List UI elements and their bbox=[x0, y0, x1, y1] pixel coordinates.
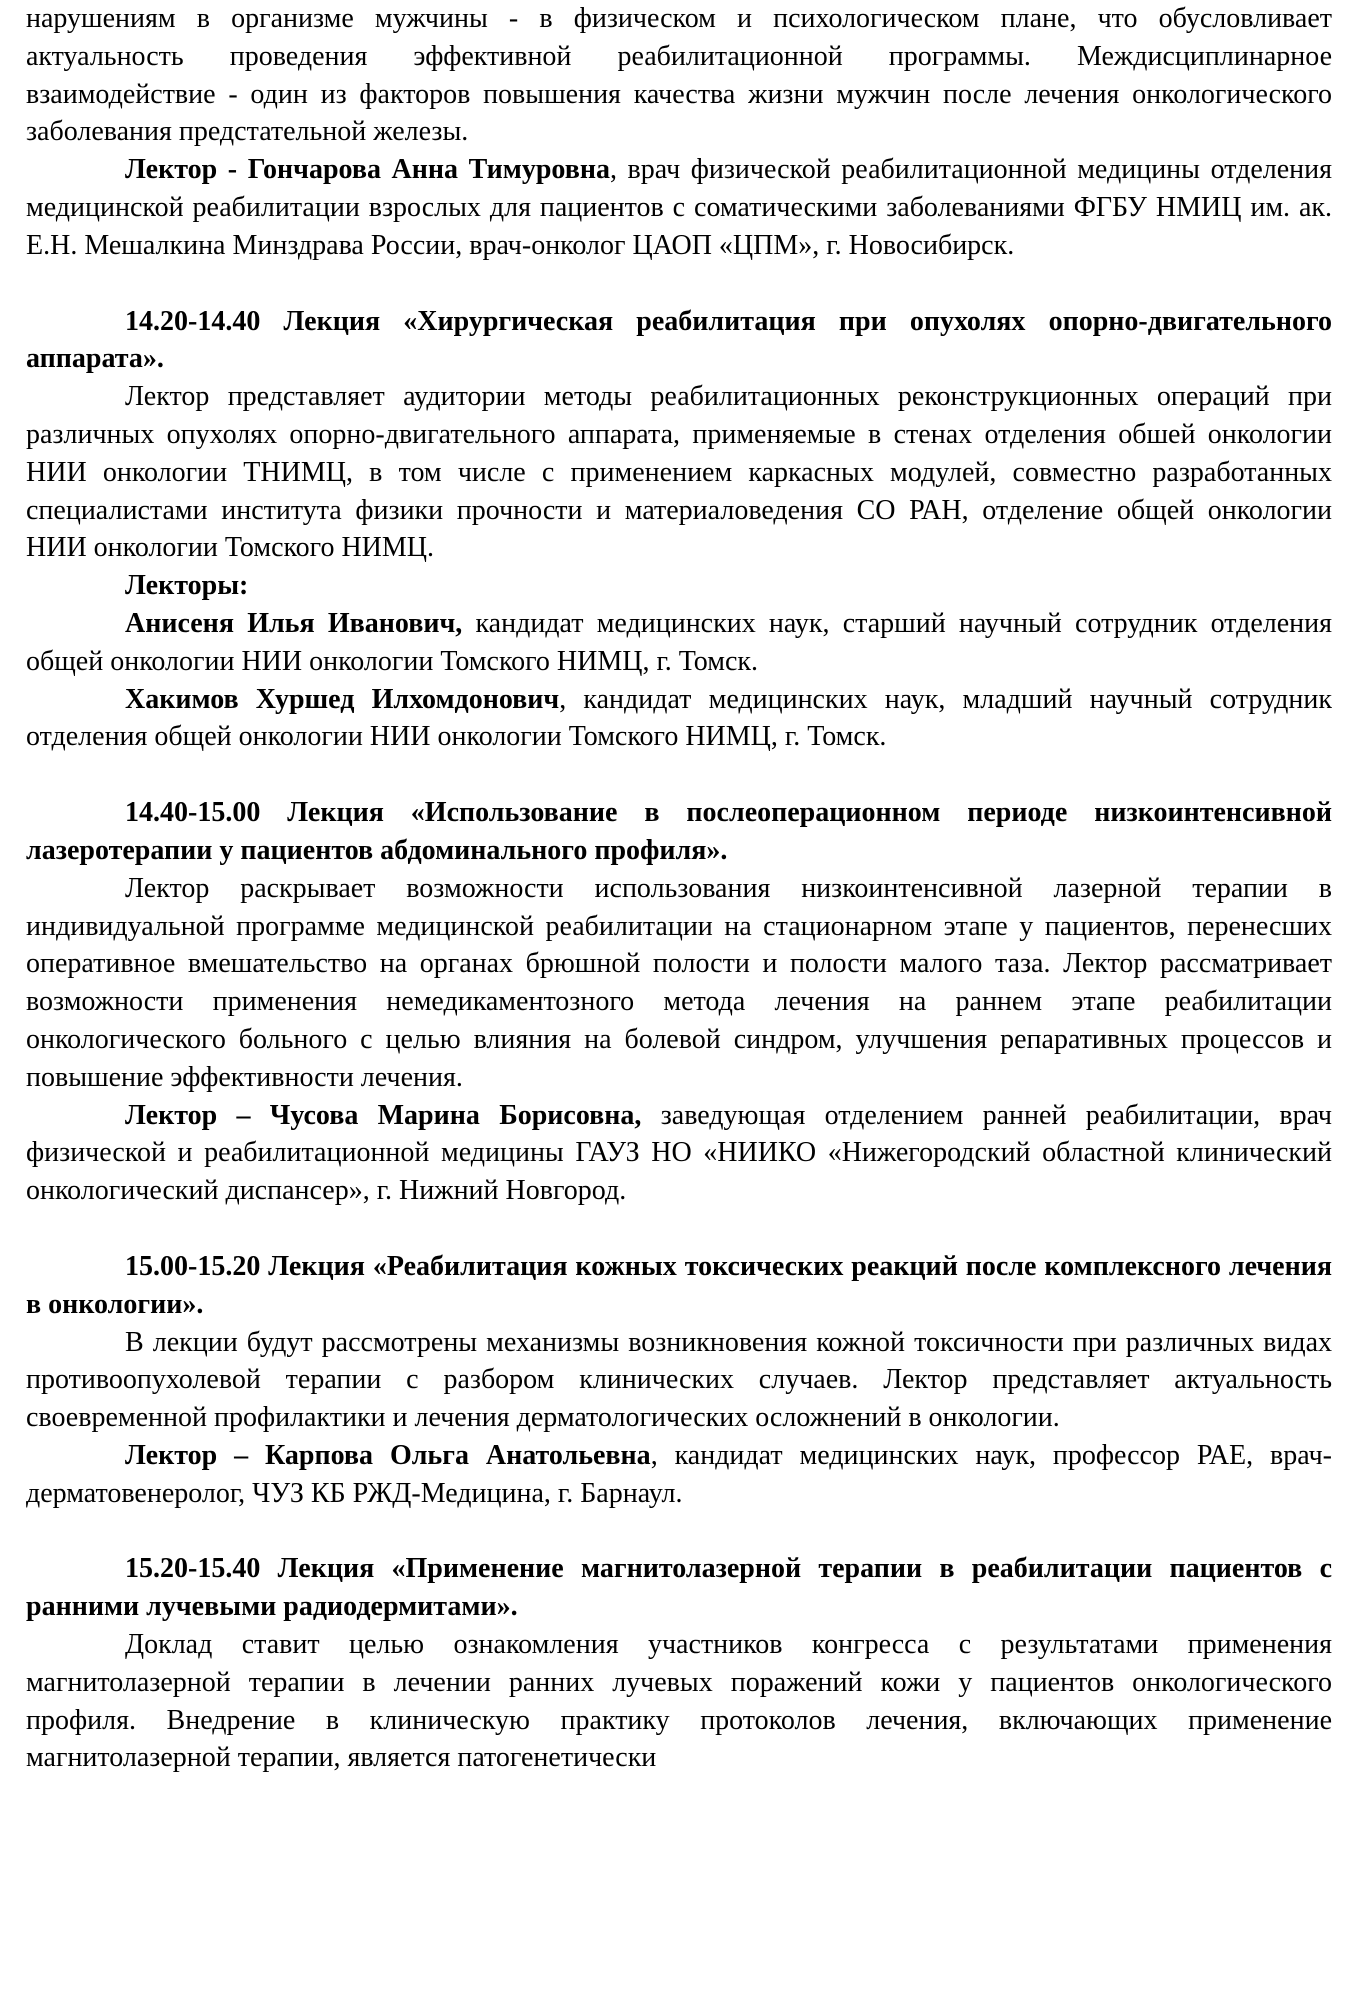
section-body: В лекции будут рассмотрены механизмы возникновения кожной токсичности при различных видах противоопухолевой терапии с разбором клинических случаев. Лектор представляет актуальность своевременной профилактики и лечения дерматологических осложнений в онкологии. bbox=[26, 1326, 1332, 1434]
intro-lecturer bbox=[26, 151, 1332, 264]
lecturer-info: заведующая отделением ранней реабилитации, врач физической и реабилитационной медицины ГАУЗ НО «НИИКО «Нижегородский областной клинический онкологический диспансер», г. Нижний Новгород. bbox=[26, 1099, 1332, 1207]
section-body: Лектор представляет аудитории методы реабилитационных реконструкционных операций при различных опухолях опорно-двигательного аппарата, применяемые в стенах отделения обшей онкологии НИИ онкологии ТНИМЦ, в том числе с применением каркасных модулей, совместно разработанных специалистами института физики прочности и материаловедения СО РАН, отделение общей онкологии НИИ онкологии Томского НИМЦ. bbox=[26, 381, 1332, 564]
lecturer-info: , кандидат медицинских наук, младший научный сотрудник отделения общей онкологии НИИ онкологии Томского НИМЦ, г. Томск. bbox=[26, 683, 1332, 753]
lecturer-entry bbox=[26, 1437, 1332, 1513]
intro-paragraph: нарушениям в организме мужчины - в физическом и психологическом плане, что обусловливает актуальность проведения эффективной реабилитационной программы. Междисциплинарное взаимодействие - один из факторов повышения качества жизни мужчин после лечения онкологического заболевания предстательной железы. bbox=[26, 3, 1332, 148]
section-heading: 14.40-15.00 Лекция «Использование в послеоперационном периоде низкоинтенсивной лазеротерапии у пациентов абдоминального профиля». bbox=[26, 797, 1332, 866]
lecturer-name: Анисеня Илья Иванович, bbox=[125, 607, 463, 639]
section-heading: 14.20-14.40 Лекция «Хирургическая реабилитация при опухолях опорно-двигательного аппарата». bbox=[26, 305, 1332, 375]
lecturer-entry bbox=[26, 605, 1332, 681]
lecturer-entry bbox=[26, 1097, 1332, 1210]
lecturer-info: , кандидат медицинских наук, профессор РАЕ, врач-дерматовенеролог, ЧУЗ КБ РЖД-Медицина, г. Барнаул. bbox=[26, 1439, 1332, 1509]
section-body: Доклад ставит целью ознакомления участников конгресса с результатами применения магнитолазерной терапии в лечении ранних лучевых поражений кожи у пациентов онкологического профиля. Внедрение в клиническую практику протоколов лечения, включающих применение магнитолазерной терапии, является патогенетически bbox=[26, 1629, 1332, 1774]
lecturer-entry bbox=[26, 681, 1332, 757]
lecturers-label: Лекторы: bbox=[125, 570, 249, 602]
lecturer-name: Лектор – Чусова Марина Борисовна, bbox=[125, 1099, 642, 1131]
lecturer-name: Лектор - Гончарова Анна Тимуровна bbox=[125, 154, 610, 186]
lecturer-info: кандидат медицинских наук, старший научный сотрудник отделения общей онкологии НИИ онкологии Томского НИМЦ, г. Томск. bbox=[26, 607, 1332, 677]
section-heading: 15.00-15.20 Лекция «Реабилитация кожных токсических реакций после комплексного лечения в онкологии». bbox=[26, 1250, 1332, 1320]
section-body: Лектор раскрывает возможности использования низкоинтенсивной лазерной терапии в индивидуальной программе медицинской реабилитации на стационарном этапе у пациентов, перенесших оперативное вмешательство на органах брюшной полости и полости малого таза. Лектор рассматривает возможности применения немедикаментозного метода лечения на раннем этапе реабилитации онкологического больного с целью влияния на болевой синдром, улучшения репаративных процессов и повышение эффективности лечения. bbox=[26, 872, 1332, 1093]
section-heading: 15.20-15.40 Лекция «Применение магнитолазерной терапии в реабилитации пациентов с ранними лучевыми радиодермитами». bbox=[26, 1553, 1332, 1623]
lecturer-name: Хакимов Хуршед Илхомдонович bbox=[125, 683, 560, 715]
lecturer-info: , врач физической реабилитационной медицины отделения медицинской реабилитации взрослых для пациентов с соматическими заболеваниями ФГБУ НМИЦ им. ак. Е.Н. Мешалкина Минздрава России, врач-онколог ЦАОП «ЦПМ», г. Новосибирск. bbox=[26, 154, 1332, 261]
lecturer-name: Лектор – Карпова Ольга Анатольевна bbox=[125, 1439, 651, 1471]
